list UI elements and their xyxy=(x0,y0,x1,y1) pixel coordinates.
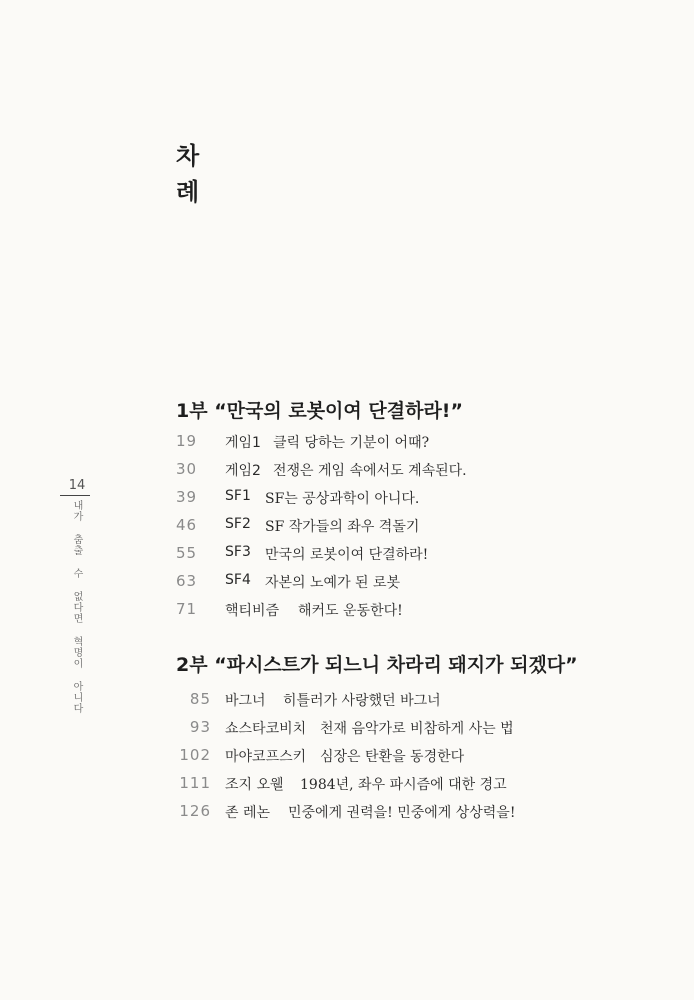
page-number-rule xyxy=(60,495,90,496)
entry-description: 자본의 노예가 된 로봇 xyxy=(265,575,401,591)
entry-label: 핵티비즘 xyxy=(225,603,280,619)
toc-entry[interactable] xyxy=(0,690,694,716)
part-2-heading: 2부 “파시스트가 되느니 차라리 돼지가 되겠다” xyxy=(176,654,578,676)
entry-description: 민중에게 권력을! 민중에게 상상력을! xyxy=(288,805,516,821)
entry-label: 마야코프스키 xyxy=(225,749,307,765)
entry-label: SF3 xyxy=(225,544,251,560)
toc-entry[interactable] xyxy=(0,746,694,772)
toc-title-char-2: 례 xyxy=(176,178,200,206)
entry-label: SF2 xyxy=(225,516,251,532)
running-book-title: 내가 춤출 수 없다면 혁명이 아니다 xyxy=(71,500,82,714)
page-number: 14 xyxy=(68,478,86,493)
entry-label: 게임1 xyxy=(225,435,261,451)
entry-description: 전쟁은 게임 속에서도 계속된다. xyxy=(273,463,467,479)
entry-description: 천재 음악가로 비참하게 사는 법 xyxy=(320,721,514,737)
entry-label: 조지 오웰 xyxy=(225,777,284,793)
entry-description: SF 작가들의 좌우 격돌기 xyxy=(265,519,420,535)
entry-description: SF는 공상과학이 아니다. xyxy=(265,491,420,507)
entry-page-number: 55 xyxy=(176,544,198,562)
entry-page-number: 63 xyxy=(176,572,198,590)
entry-description: 히틀러가 사랑했던 바그너 xyxy=(283,693,441,709)
entry-page-number: 126 xyxy=(179,802,211,820)
entry-description: 만국의 로봇이여 단결하라! xyxy=(265,547,429,563)
entry-page-number: 111 xyxy=(179,774,211,792)
entry-page-number: 46 xyxy=(176,516,198,534)
entry-description: 1984년, 좌우 파시즘에 대한 경고 xyxy=(300,777,507,793)
entry-description: 클릭 당하는 기분이 어때? xyxy=(273,435,430,451)
entry-label: SF1 xyxy=(225,488,251,504)
toc-entry[interactable] xyxy=(0,718,694,744)
entry-label: 바그너 xyxy=(225,693,266,709)
entry-label: 존 레논 xyxy=(225,805,271,821)
entry-page-number: 71 xyxy=(176,600,198,618)
entry-page-number: 93 xyxy=(189,718,211,736)
entry-page-number: 30 xyxy=(176,460,198,478)
entry-label: 게임2 xyxy=(225,463,261,479)
entry-description: 해커도 운동한다! xyxy=(298,603,403,619)
toc-title-char-1: 차 xyxy=(176,142,200,170)
entry-page-number: 102 xyxy=(179,746,211,764)
entry-label: SF4 xyxy=(225,572,251,588)
toc-entry[interactable] xyxy=(0,802,694,828)
entry-description: 심장은 탄환을 동경한다 xyxy=(320,749,465,765)
part-1-heading: 1부 “만국의 로봇이여 단결하라!” xyxy=(176,400,463,422)
entry-page-number: 39 xyxy=(176,488,198,506)
toc-entry[interactable] xyxy=(0,774,694,800)
entry-page-number: 85 xyxy=(189,690,211,708)
entry-page-number: 19 xyxy=(176,432,198,450)
entry-label: 쇼스타코비치 xyxy=(225,721,307,737)
